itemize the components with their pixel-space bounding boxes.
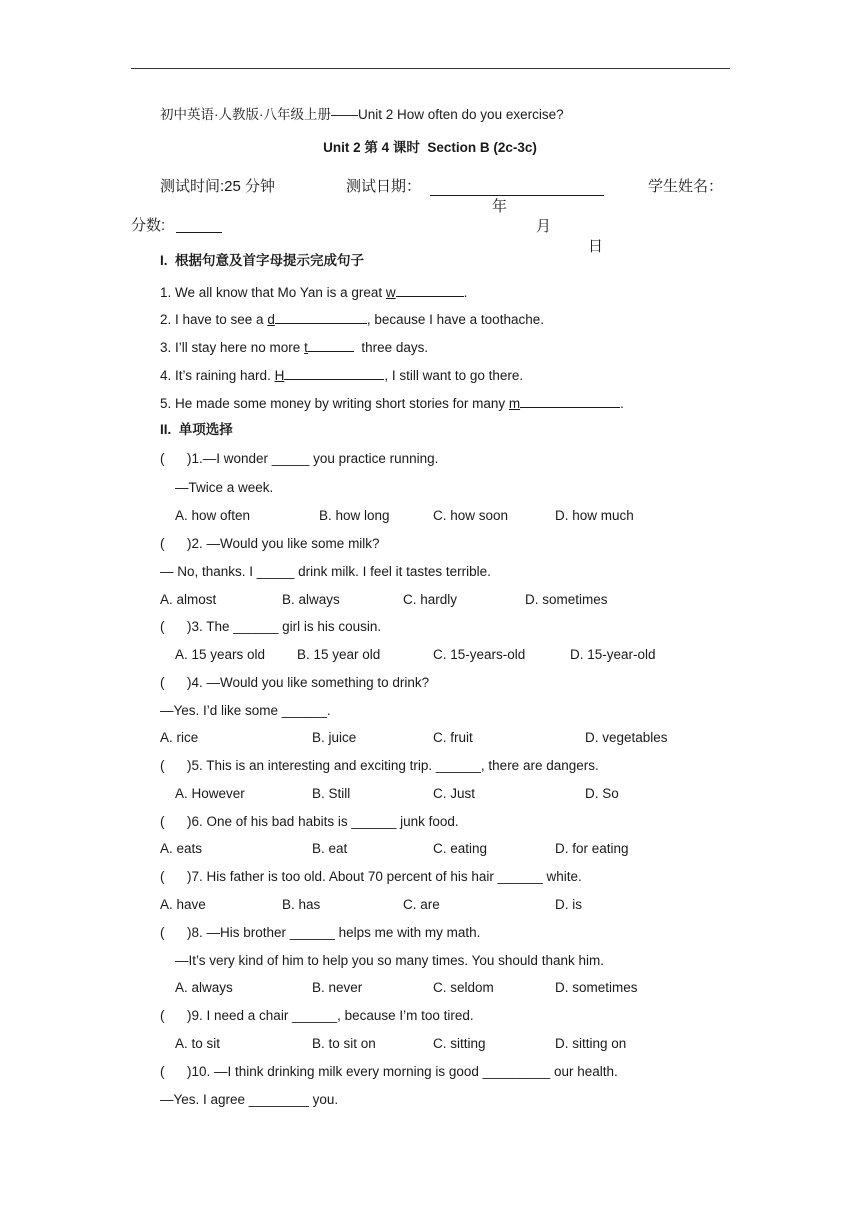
question-6-option-a[interactable]: A. eats: [160, 841, 203, 856]
question-3-option-c[interactable]: C. 15-years-old: [433, 647, 526, 662]
question-5-option-c[interactable]: C. Just: [433, 786, 476, 801]
question-8-option-b[interactable]: B. never: [312, 980, 363, 995]
question-7-stem: ( )7. His father is too old. About 70 percent of his hair ______ white.: [160, 869, 582, 884]
fill-item-3: 3. I’ll stay here no more t three days.: [160, 337, 428, 357]
question-7-option-a[interactable]: A. have: [160, 897, 206, 912]
question-7-option-b[interactable]: B. has: [282, 897, 321, 912]
question-3-stem: ( )3. The ______ girl is his cousin.: [160, 619, 382, 634]
question-3-option-d[interactable]: D. 15-year-old: [570, 647, 656, 662]
question-10-reply: —Yes. I agree ________ you.: [160, 1092, 339, 1107]
question-9-option-c[interactable]: C. sitting: [433, 1036, 486, 1051]
question-6-stem: ( )6. One of his bad habits is ______ junk food.: [160, 814, 459, 829]
score-label: 分数:: [131, 217, 166, 234]
question-9-option-d[interactable]: D. sitting on: [555, 1036, 627, 1051]
answer-blank[interactable]: [275, 309, 367, 324]
date-month: 月: [536, 218, 552, 235]
date-day: 日: [588, 238, 604, 255]
question-1-stem: ( )1.—I wonder _____ you practice running.: [160, 451, 439, 466]
question-5-stem: ( )5. This is an interesting and exciting trip. ______, there are dangers.: [160, 758, 599, 773]
question-1-option-d[interactable]: D. how much: [555, 508, 634, 523]
part1-heading: I. 根据句意及首字母提示完成句子: [160, 253, 365, 268]
question-7-option-c[interactable]: C. are: [403, 897, 440, 912]
student-name-label: 学生姓名：: [648, 178, 724, 195]
question-8-option-c[interactable]: C. seldom: [433, 980, 494, 995]
question-4-option-a[interactable]: A. rice: [160, 730, 199, 745]
question-2-option-a[interactable]: A. almost: [160, 592, 217, 607]
question-4-option-d[interactable]: D. vegetables: [585, 730, 668, 745]
question-8-reply: —It’s very kind of him to help you so many times. You should thank him.: [175, 953, 604, 968]
test-date-field[interactable]: [430, 177, 604, 255]
question-5-option-d[interactable]: D. So: [585, 786, 619, 801]
question-5-option-b[interactable]: B. Still: [312, 786, 351, 801]
question-9-option-b[interactable]: B. to sit on: [312, 1036, 376, 1051]
question-4-option-c[interactable]: C. fruit: [433, 730, 473, 745]
question-9-option-a[interactable]: A. to sit: [175, 1036, 221, 1051]
question-1-option-c[interactable]: C. how soon: [433, 508, 509, 523]
question-4-stem: ( )4. —Would you like something to drink?: [160, 675, 430, 690]
fill-item-4: 4. It’s raining hard. H , I still want to go there.: [160, 365, 523, 385]
page-title: Unit 2 第 4 课时 Section B (2c-3c): [323, 140, 537, 155]
question-7-option-d[interactable]: D. is: [555, 897, 582, 912]
fill-item-5: 5. He made some money by writing short stories for many m .: [160, 393, 624, 413]
question-5-option-a[interactable]: A. However: [175, 786, 245, 801]
question-8-stem: ( )8. —His brother ______ helps me with my math.: [160, 925, 481, 940]
part2-heading: II. 单项选择: [160, 422, 233, 437]
question-1-option-a[interactable]: A. how often: [175, 508, 251, 523]
score-field[interactable]: [176, 232, 222, 233]
question-6-option-d[interactable]: D. for eating: [555, 841, 629, 856]
question-8-option-d[interactable]: D. sometimes: [555, 980, 638, 995]
question-9-stem: ( )9. I need a chair ______, because I’m too tired.: [160, 1008, 474, 1023]
question-2-option-d[interactable]: D. sometimes: [525, 592, 608, 607]
question-3-option-b[interactable]: B. 15 year old: [297, 647, 381, 662]
question-6-option-c[interactable]: C. eating: [433, 841, 488, 856]
test-time: 测试时间:25 分钟: [160, 178, 276, 195]
question-4-reply: —Yes. I’d like some ______.: [160, 703, 331, 718]
answer-blank[interactable]: [284, 365, 384, 380]
answer-blank[interactable]: [520, 393, 620, 408]
question-3-option-a[interactable]: A. 15 years old: [175, 647, 266, 662]
question-4-option-b[interactable]: B. juice: [312, 730, 357, 745]
question-6-option-b[interactable]: B. eat: [312, 841, 348, 856]
answer-blank[interactable]: [308, 337, 354, 352]
test-date-label: 测试日期：: [346, 178, 422, 195]
question-1-option-b[interactable]: B. how long: [319, 508, 390, 523]
fill-item-1: 1. We all know that Mo Yan is a great w .: [160, 282, 467, 302]
question-2-option-c[interactable]: C. hardly: [403, 592, 458, 607]
fill-item-2: 2. I have to see a d , because I have a toothache.: [160, 309, 544, 329]
header-rule: [131, 68, 730, 69]
answer-blank[interactable]: [396, 282, 464, 297]
question-1-reply: —Twice a week.: [175, 480, 274, 495]
question-2-reply: — No, thanks. I _____ drink milk. I feel it tastes terrible.: [160, 564, 491, 579]
question-8-option-a[interactable]: A. always: [175, 980, 233, 995]
date-year: 年: [492, 198, 508, 215]
page-header: 初中英语·人教版·八年级上册——Unit 2 How often do you exercise?: [160, 107, 564, 122]
question-10-stem: ( )10. —I think drinking milk every morning is good _________ our health.: [160, 1064, 618, 1079]
question-2-option-b[interactable]: B. always: [282, 592, 340, 607]
question-2-stem: ( )2. —Would you like some milk?: [160, 536, 380, 551]
